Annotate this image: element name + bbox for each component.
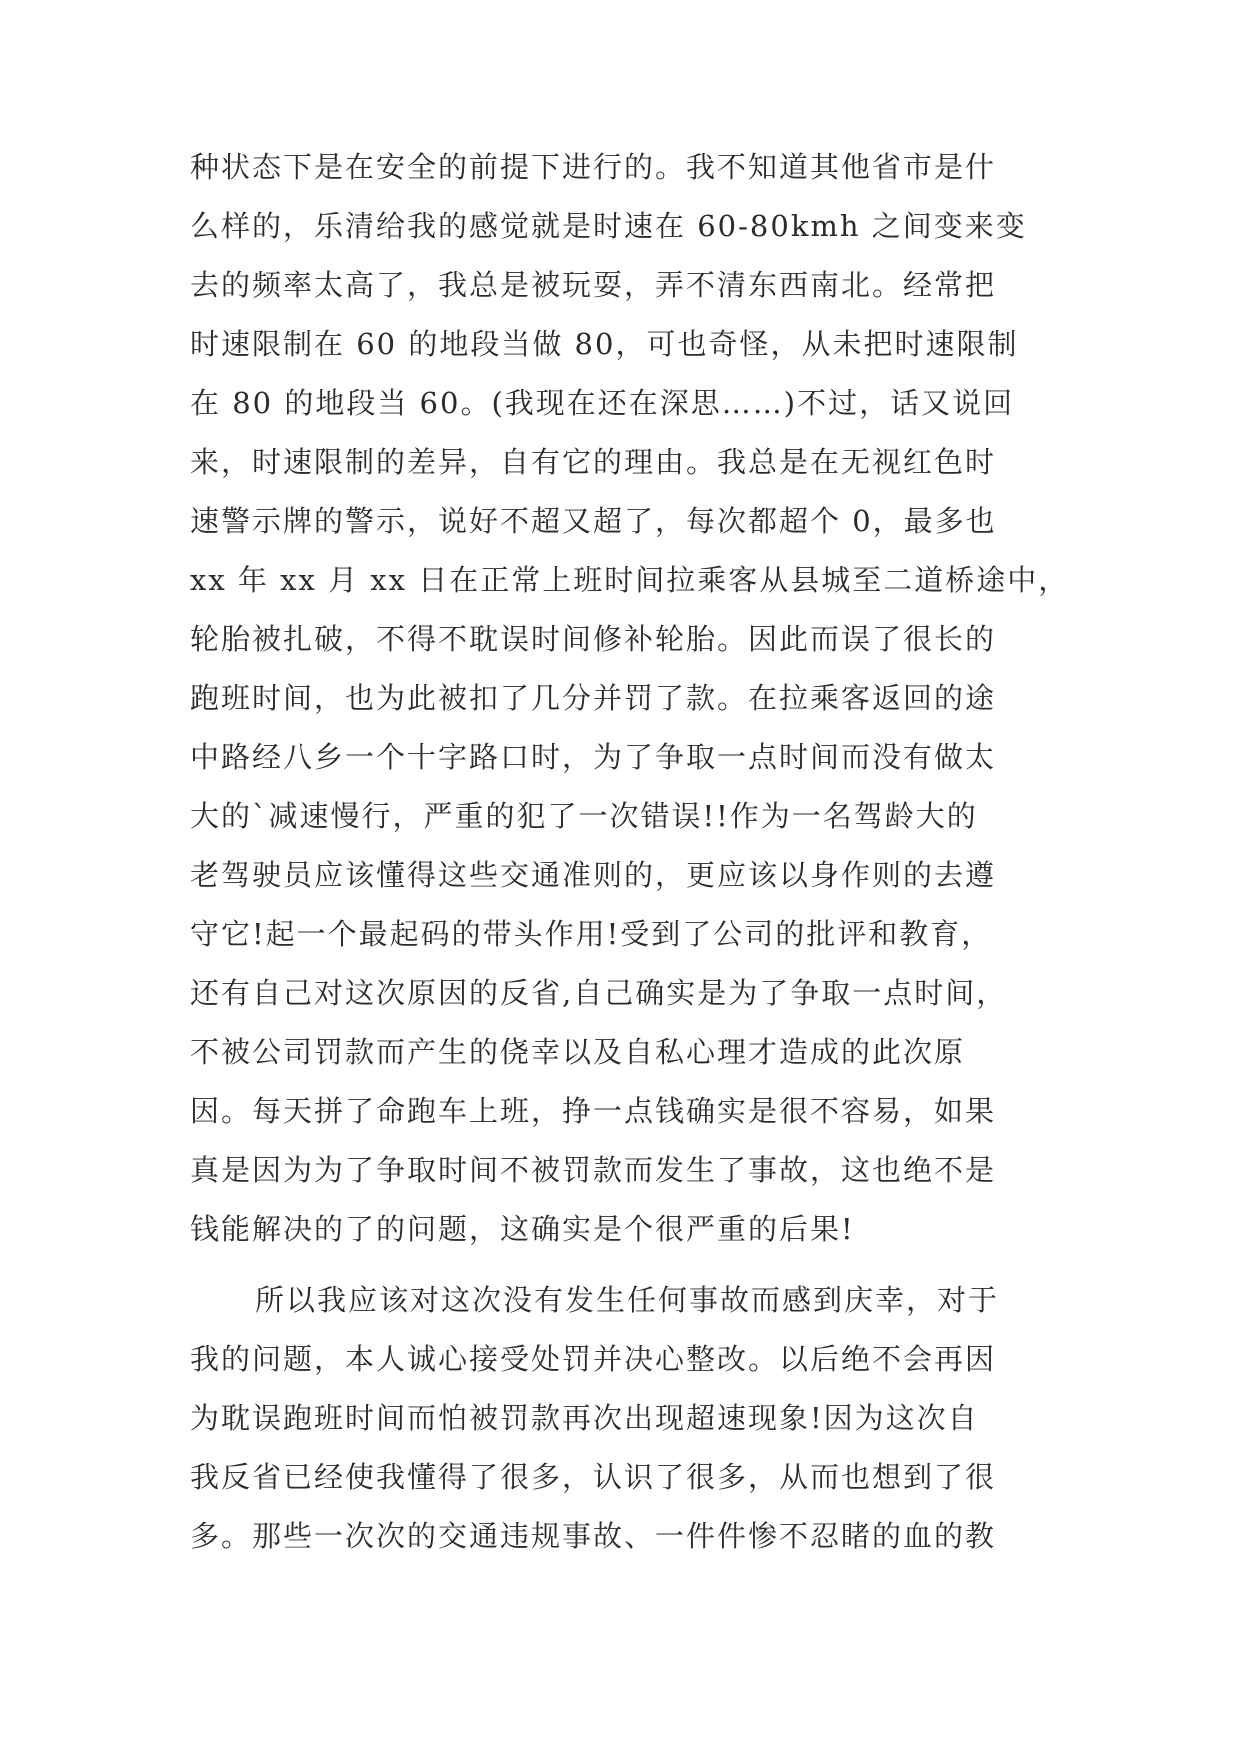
text-line: 多。那些一次次的交通违规事故、一件件惨不忍睹的血的教 bbox=[190, 1519, 997, 1553]
text-line: 中路经八乡一个十字路口时，为了争取一点时间而没有做太 bbox=[190, 740, 997, 774]
text-line: 来，时速限制的差异，自有它的理由。我总是在无视红色时 bbox=[190, 445, 997, 479]
paragraph-gap bbox=[190, 1259, 1070, 1271]
text-line: 速警示牌的警示，说好不超又超了，每次都超个 0，最多也 bbox=[190, 504, 997, 538]
text-line: 因。每天拼了命跑车上班，挣一点钱确实是很不容易，如果 bbox=[190, 1094, 997, 1128]
text-line: xx 年 xx 月 xx 日在正常上班时间拉乘客从县城至二道桥途中， bbox=[190, 563, 1070, 597]
text-line: 守它!起一个最起码的带头作用!受到了公司的批评和教育， bbox=[190, 917, 993, 951]
text-line: 种状态下是在安全的前提下进行的。我不知道其他省市是什 bbox=[190, 150, 997, 184]
text-line: 不被公司罚款而产生的侥幸以及自私心理才造成的此次原 bbox=[190, 1035, 966, 1069]
text-line: 轮胎被扎破，不得不耽误时间修补轮胎。因此而误了很长的 bbox=[190, 622, 997, 656]
text-line: 所以我应该对这次没有发生任何事故而感到庆幸，对于 bbox=[255, 1283, 1000, 1317]
text-line: 钱能解决的了的问题，这确实是个很严重的后果! bbox=[190, 1212, 855, 1246]
text-line: 我反省已经使我懂得了很多，认识了很多，从而也想到了很 bbox=[190, 1460, 997, 1494]
text-line: 大的`减速慢行，严重的犯了一次错误!!作为一名驾龄大的 bbox=[190, 799, 978, 833]
text-line: 还有自己对这次原因的反省,自己确实是为了争取一点时间， bbox=[190, 976, 1008, 1010]
paragraph-2 bbox=[190, 1271, 1070, 1566]
text-line: 为耽误跑班时间而怕被罚款再次出现超速现象!因为这次自 bbox=[190, 1401, 979, 1435]
paragraph-1 bbox=[190, 138, 1070, 1259]
text-line: 跑班时间，也为此被扣了几分并罚了款。在拉乘客返回的途 bbox=[190, 681, 997, 715]
text-line: 在 80 的地段当 60。(我现在还在深思……)不过，话又说回 bbox=[190, 386, 1015, 420]
text-line: 我的问题，本人诚心接受处罚并决心整改。以后绝不会再因 bbox=[190, 1342, 997, 1376]
text-line: 老驾驶员应该懂得这些交通准则的，更应该以身作则的去遵 bbox=[190, 858, 997, 892]
document-body bbox=[190, 138, 1070, 1566]
text-line: 时速限制在 60 的地段当做 80，可也奇怪，从未把时速限制 bbox=[190, 327, 1019, 361]
text-line: 真是因为为了争取时间不被罚款而发生了事故，这也绝不是 bbox=[190, 1153, 997, 1187]
text-line: 去的频率太高了，我总是被玩耍，弄不清东西南北。经常把 bbox=[190, 268, 997, 302]
text-line: 么样的，乐清给我的感觉就是时速在 60-80kmh 之间变来变 bbox=[190, 209, 1027, 243]
